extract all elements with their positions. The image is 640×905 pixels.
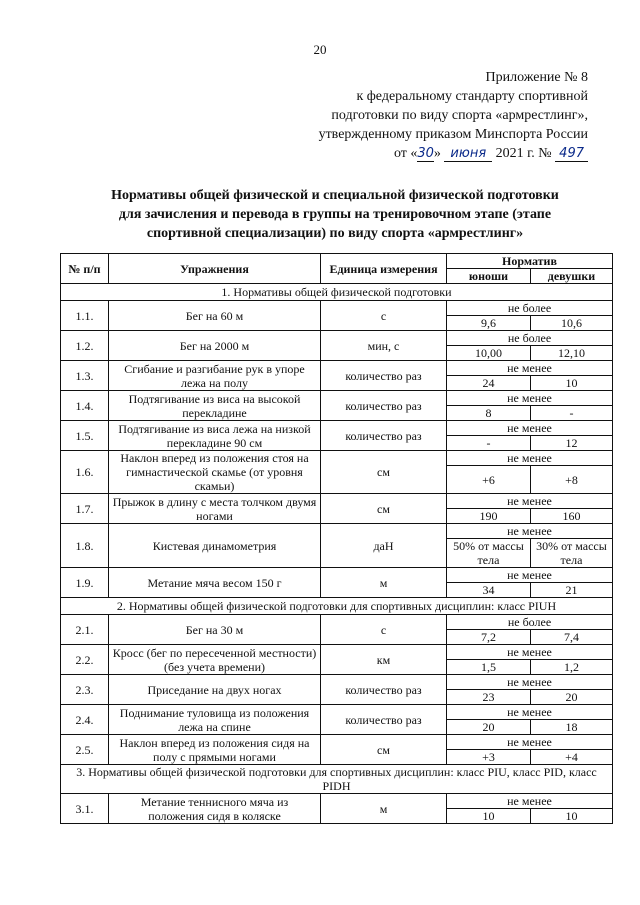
- unit: с: [321, 615, 447, 645]
- row-number: 1.6.: [61, 451, 109, 494]
- unit: см: [321, 494, 447, 524]
- unit: количество раз: [321, 391, 447, 421]
- value-boys: +6: [447, 466, 531, 494]
- table-row: [61, 705, 613, 720]
- exercise-name: Метание теннисного мяча из положения сидя в коляске: [109, 794, 321, 824]
- table-row: [61, 735, 613, 750]
- row-number: 2.2.: [61, 645, 109, 675]
- value-boys: 24: [447, 376, 531, 391]
- exercise-name: Наклон вперед из положения стоя на гимнастической скамье (от уровня скамьи): [109, 451, 321, 494]
- title-line: для зачисления и перевода в группы на тренировочном этапе (этапе: [118, 207, 552, 222]
- table-row: [61, 391, 613, 406]
- exercise-name: Наклон вперед из положения сидя на полу с прямыми ногами: [109, 735, 321, 765]
- value-girls: 30% от массы тела: [531, 539, 613, 568]
- header-girls: девушки: [531, 269, 613, 284]
- exercise-name: Подтягивание из виса на высокой перекладине: [109, 391, 321, 421]
- value-girls: 7,4: [531, 630, 613, 645]
- value-girls: +8: [531, 466, 613, 494]
- row-number: 1.7.: [61, 494, 109, 524]
- norm-condition: не менее: [447, 645, 613, 660]
- value-girls: 10,6: [531, 316, 613, 331]
- value-boys: +3: [447, 750, 531, 765]
- norm-condition: не менее: [447, 675, 613, 690]
- exercise-name: Подтягивание из виса лежа на низкой перекладине 90 см: [109, 421, 321, 451]
- exercise-name: Кросс (бег по пересеченной местности) (без учета времени): [109, 645, 321, 675]
- appendix-line: Приложение № 8: [485, 70, 588, 85]
- section-title: 3. Нормативы общей физической подготовки для спортивных дисциплин: класс PIU, класс PID, класс PIDH: [61, 765, 613, 794]
- unit: м: [321, 568, 447, 598]
- title-line: Нормативы общей физической и специальной физической подготовки: [111, 188, 559, 203]
- value-girls: 12,10: [531, 346, 613, 361]
- date-mid: »: [433, 146, 441, 161]
- unit: см: [321, 735, 447, 765]
- norm-condition: не менее: [447, 705, 613, 720]
- exercise-name: Кистевая динамометрия: [109, 524, 321, 568]
- value-girls: 10: [531, 376, 613, 391]
- exercise-name: Бег на 2000 м: [109, 331, 321, 361]
- unit: мин, с: [321, 331, 447, 361]
- appendix-line: к федеральному стандарту спортивной: [356, 89, 588, 104]
- value-boys: 190: [447, 509, 531, 524]
- norm-condition: не менее: [447, 524, 613, 539]
- value-boys: -: [447, 436, 531, 451]
- unit: количество раз: [321, 421, 447, 451]
- value-boys: 8: [447, 406, 531, 421]
- value-girls: 160: [531, 509, 613, 524]
- norm-condition: не менее: [447, 794, 613, 809]
- header-boys: юноши: [447, 269, 531, 284]
- standards-table: [60, 253, 613, 824]
- value-girls: 21: [531, 583, 613, 598]
- table-row: [61, 615, 613, 630]
- exercise-name: Бег на 30 м: [109, 615, 321, 645]
- row-number: 1.5.: [61, 421, 109, 451]
- header-num: № п/п: [61, 254, 109, 284]
- table-row: [61, 361, 613, 376]
- exercise-name: Бег на 60 м: [109, 301, 321, 331]
- header-exercise: Упражнения: [109, 254, 321, 284]
- section-title: 1. Нормативы общей физической подготовки: [61, 284, 613, 301]
- exercise-name: Сгибание и разгибание рук в упоре лежа на полу: [109, 361, 321, 391]
- table-row: [61, 301, 613, 316]
- norm-condition: не более: [447, 331, 613, 346]
- value-girls: 10: [531, 809, 613, 824]
- value-boys: 10: [447, 809, 531, 824]
- norm-condition: не более: [447, 615, 613, 630]
- order-number: 497: [555, 146, 588, 162]
- norm-condition: не менее: [447, 735, 613, 750]
- title-line: спортивной специализации) по виду спорта «армрестлинг»: [146, 226, 524, 241]
- norm-condition: не менее: [447, 391, 613, 406]
- value-girls: -: [531, 406, 613, 421]
- norm-condition: не менее: [447, 494, 613, 509]
- value-boys: 50% от массы тела: [447, 539, 531, 568]
- row-number: 1.2.: [61, 331, 109, 361]
- appendix-line: подготовки по виду спорта «армрестлинг»,: [331, 108, 588, 123]
- unit: количество раз: [321, 361, 447, 391]
- value-boys: 1,5: [447, 660, 531, 675]
- row-number: 1.1.: [61, 301, 109, 331]
- value-boys: 7,2: [447, 630, 531, 645]
- row-number: 1.9.: [61, 568, 109, 598]
- header-norm: Норматив: [447, 254, 613, 269]
- table-row: [61, 568, 613, 583]
- value-girls: 20: [531, 690, 613, 705]
- row-number: 1.8.: [61, 524, 109, 568]
- unit: с: [321, 301, 447, 331]
- row-number: 3.1.: [61, 794, 109, 824]
- appendix-date-line: [319, 144, 588, 163]
- unit: даН: [321, 524, 447, 568]
- row-number: 2.1.: [61, 615, 109, 645]
- date-month: июня: [444, 146, 492, 162]
- exercise-name: Поднимание туловища из положения лежа на спине: [109, 705, 321, 735]
- date-day: 30: [417, 146, 434, 161]
- table-row: [61, 494, 613, 509]
- row-number: 1.3.: [61, 361, 109, 391]
- section-title: 2. Нормативы общей физической подготовки для спортивных дисциплин: класс PIUH: [61, 598, 613, 615]
- value-boys: 20: [447, 720, 531, 735]
- document-title: [60, 186, 610, 243]
- exercise-name: Прыжок в длину с места толчком двумя ногами: [109, 494, 321, 524]
- table-row: [61, 421, 613, 436]
- value-girls: 12: [531, 436, 613, 451]
- unit: м: [321, 794, 447, 824]
- date-year: 2021 г. №: [495, 146, 552, 161]
- table-row: [61, 451, 613, 466]
- norm-condition: не менее: [447, 451, 613, 466]
- page-number: 20: [313, 42, 327, 57]
- row-number: 1.4.: [61, 391, 109, 421]
- table-row: [61, 331, 613, 346]
- appendix-line: утвержденному приказом Минспорта России: [318, 127, 588, 142]
- appendix-block: [319, 68, 588, 163]
- table-row: [61, 794, 613, 809]
- table-row: [61, 645, 613, 660]
- value-boys: 10,00: [447, 346, 531, 361]
- table-row: [61, 675, 613, 690]
- norm-condition: не более: [447, 301, 613, 316]
- unit: см: [321, 451, 447, 494]
- exercise-name: Приседание на двух ногах: [109, 675, 321, 705]
- norm-condition: не менее: [447, 421, 613, 436]
- row-number: 2.4.: [61, 705, 109, 735]
- value-girls: 1,2: [531, 660, 613, 675]
- table-body: [61, 254, 613, 824]
- unit: количество раз: [321, 675, 447, 705]
- norm-condition: не менее: [447, 361, 613, 376]
- norm-condition: не менее: [447, 568, 613, 583]
- value-girls: 18: [531, 720, 613, 735]
- value-boys: 9,6: [447, 316, 531, 331]
- row-number: 2.3.: [61, 675, 109, 705]
- table-row: [61, 524, 613, 539]
- value-boys: 23: [447, 690, 531, 705]
- header-unit: Единица измерения: [321, 254, 447, 284]
- value-boys: 34: [447, 583, 531, 598]
- row-number: 2.5.: [61, 735, 109, 765]
- unit: количество раз: [321, 705, 447, 735]
- unit: км: [321, 645, 447, 675]
- exercise-name: Метание мяча весом 150 г: [109, 568, 321, 598]
- value-girls: +4: [531, 750, 613, 765]
- date-prefix: от «: [393, 146, 418, 161]
